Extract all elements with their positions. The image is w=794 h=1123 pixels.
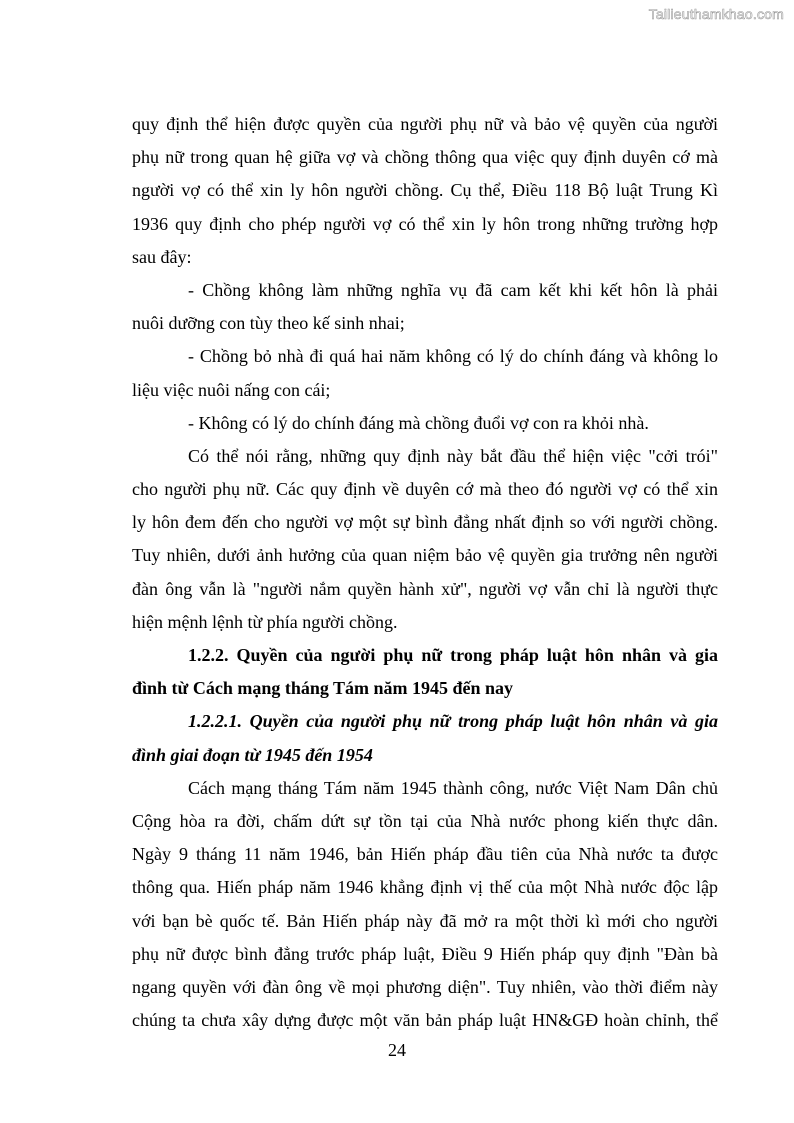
paragraph-start: Có thể nói rằng, những quy định này bắt đầu thể hiện việc "cởi trói": [188, 445, 718, 466]
text-line: ly hôn đem đến cho người vợ một sự bình đẳng nhất định so với người chồng.: [132, 512, 718, 533]
text-line: 1936 quy định cho phép người vợ có thể xin ly hôn trong những trường hợp: [132, 213, 718, 234]
text-line: chúng ta chưa xây dựng được một văn bản pháp luật HN&GĐ hoàn chỉnh, thể: [132, 1010, 718, 1031]
list-item: - Không có lý do chính đáng mà chồng đuổi vợ con ra khỏi nhà.: [188, 412, 649, 433]
paragraph-start: Cách mạng tháng Tám năm 1945 thành công, nước Việt Nam Dân chủ: [188, 777, 718, 798]
text-line: Ngày 9 tháng 11 năm 1946, bản Hiến pháp đầu tiên của Nhà nước ta được: [132, 844, 718, 865]
text-line: Tuy nhiên, dưới ảnh hưởng của quan niệm bảo vệ quyền gia trưởng nên người: [132, 545, 718, 566]
text-line: thông qua. Hiến pháp năm 1946 khẳng định vị thế của một Nhà nước độc lập: [132, 877, 718, 898]
text-line: sau đây:: [132, 246, 192, 267]
subsection-heading: đình giai đoạn từ 1945 đến 1954: [132, 744, 373, 765]
text-line: với bạn bè quốc tế. Bản Hiến pháp này đã mở ra một thời kì mới cho người: [132, 910, 718, 931]
list-item: - Chồng không làm những nghĩa vụ đã cam kết khi kết hôn là phải: [188, 279, 718, 300]
text-line: đàn ông vẫn là "người nắm quyền hành xử", người vợ vẫn chỉ là người thực: [132, 578, 718, 599]
text-line: hiện mệnh lệnh từ phía người chồng.: [132, 611, 398, 632]
text-line: phụ nữ được bình đẳng trước pháp luật, Điều 9 Hiến pháp quy định "Đàn bà: [132, 943, 718, 964]
watermark: Tailieuthamkhao.com: [648, 6, 784, 22]
text-line: phụ nữ trong quan hệ giữa vợ và chồng thông qua việc quy định duyên cớ mà: [132, 147, 718, 168]
text-line: liệu việc nuôi nấng con cái;: [132, 379, 331, 400]
list-item: - Chồng bỏ nhà đi quá hai năm không có lý do chính đáng và không lo: [188, 346, 718, 367]
document-body: [132, 108, 718, 1037]
subsection-heading: 1.2.2.1. Quyền của người phụ nữ trong pháp luật hôn nhân và gia: [188, 711, 718, 732]
text-line: cho người phụ nữ. Các quy định về duyên cớ mà theo đó người vợ có thể xin: [132, 479, 718, 500]
page-number: 24: [388, 1040, 406, 1060]
text-line: nuôi dưỡng con tùy theo kế sinh nhai;: [132, 313, 405, 334]
text-line: ngang quyền với đàn ông về mọi phương diện". Tuy nhiên, vào thời điểm này: [132, 976, 718, 997]
text-line: người vợ có thể xin ly hôn người chồng. Cụ thể, Điều 118 Bộ luật Trung Kì: [132, 180, 718, 201]
section-heading: 1.2.2. Quyền của người phụ nữ trong pháp luật hôn nhân và gia: [188, 645, 718, 665]
text-line: quy định thể hiện được quyền của người phụ nữ và bảo vệ quyền của người: [132, 114, 718, 134]
text-line: Cộng hòa ra đời, chấm dứt sự tồn tại của Nhà nước phong kiến thực dân.: [132, 810, 718, 831]
section-heading: đình từ Cách mạng tháng Tám năm 1945 đến nay: [132, 678, 514, 699]
